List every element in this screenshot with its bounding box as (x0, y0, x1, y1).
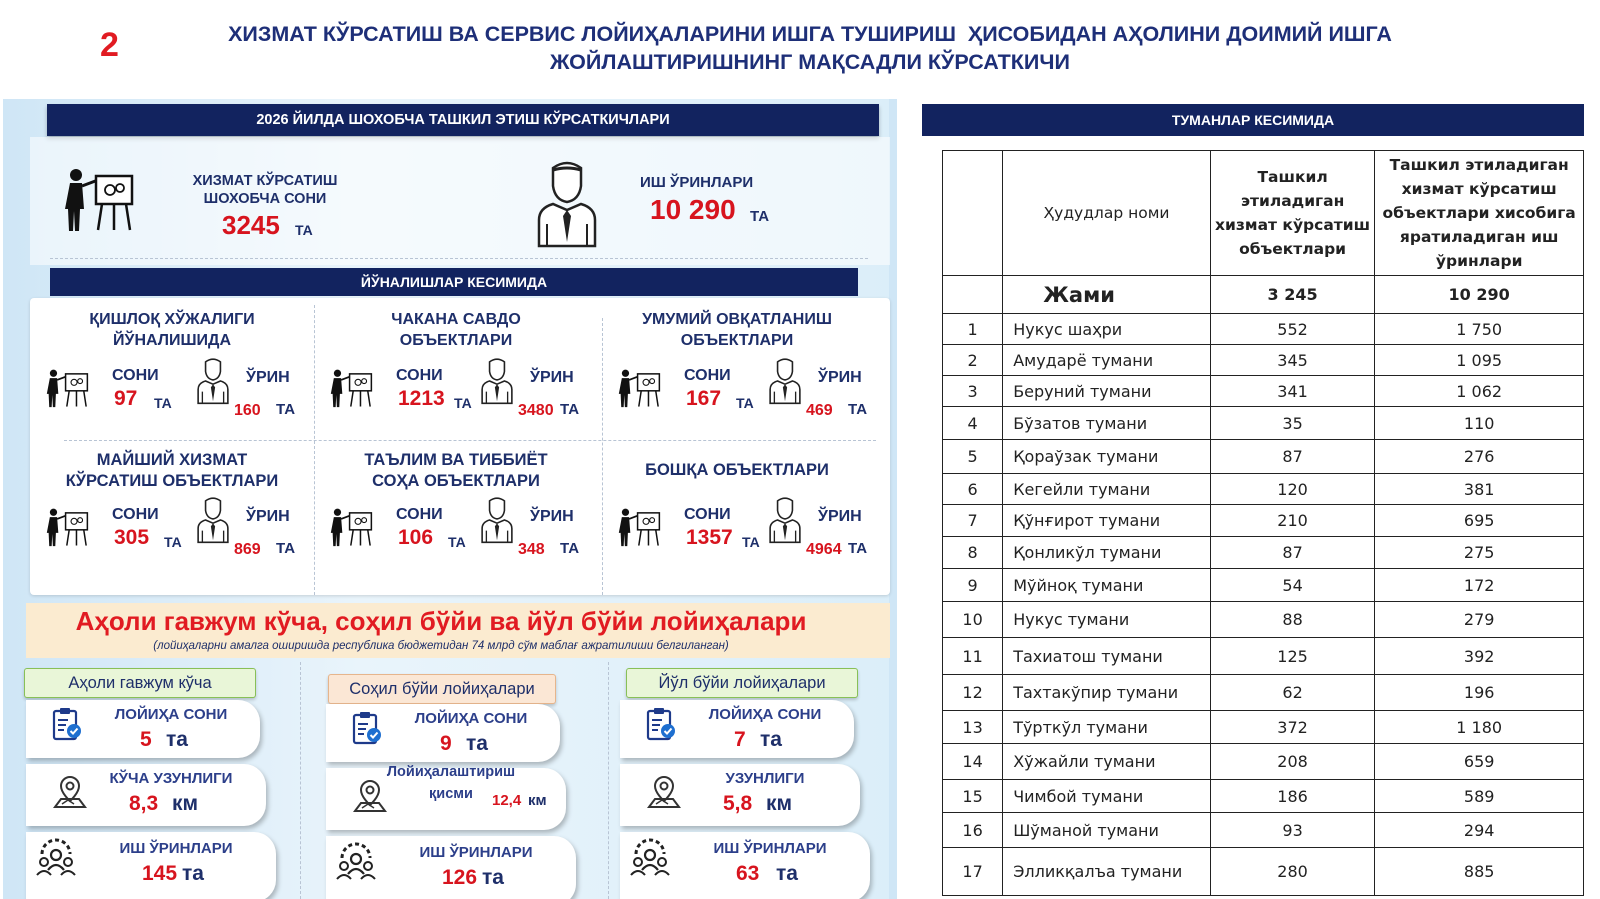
project-count-label: ЛОЙИҲА СОНИ (114, 706, 228, 723)
proj-vline-2 (608, 662, 609, 899)
direction-title-line-2: СОҲА ОБЪЕКТЛАРИ (372, 472, 540, 490)
clipboard-check-icon (50, 706, 84, 747)
row-number: 17 (943, 848, 1003, 896)
businessman-icon (480, 496, 514, 549)
direction-jobs-unit: ТА (560, 540, 580, 557)
direction-count-value: 1357 (686, 526, 733, 549)
row-number: 8 (943, 537, 1003, 569)
header-name: Ҳудудлар номи (1003, 151, 1211, 276)
project-count-unit: та (466, 732, 488, 755)
project-jobs-value: 63 (736, 862, 760, 885)
row-jobs: 589 (1375, 780, 1584, 813)
row-objects: 54 (1210, 569, 1375, 602)
project-length-value: 12,4 (492, 792, 522, 809)
project-count-unit: та (166, 728, 188, 751)
row-district-name: Қўнғирот тумани (1003, 505, 1211, 537)
row-objects: 87 (1210, 537, 1375, 569)
row-objects: 35 (1210, 407, 1375, 440)
project-jobs-label: ИШ ЎРИНЛАРИ (419, 844, 533, 861)
direction-jobs-label: ЎРИН (818, 369, 862, 386)
row-jobs: 279 (1375, 602, 1584, 638)
businessman-icon (535, 160, 599, 248)
row-jobs: 1 180 (1375, 711, 1584, 744)
table-row (943, 505, 1584, 537)
row-number: 16 (943, 813, 1003, 848)
businessman-icon (480, 357, 514, 410)
row-objects: 210 (1210, 505, 1375, 537)
row-jobs: 1 062 (1375, 376, 1584, 407)
direction-count-value: 97 (114, 387, 138, 410)
presenter-icon (45, 506, 91, 555)
project-length-value: 8,3 (129, 792, 159, 815)
row-objects: 186 (1210, 780, 1375, 813)
row-number: 2 (943, 345, 1003, 376)
direction-title-line-2: КЎРСАТИШ ОБЪЕКТЛАРИ (65, 472, 279, 490)
row-jobs: 276 (1375, 440, 1584, 474)
direction-jobs-value: 4964 (806, 541, 842, 558)
outlets-value: 3245 (222, 210, 280, 240)
jobs-unit: ТА (750, 208, 770, 225)
row-objects: 125 (1210, 638, 1375, 675)
row-number: 15 (943, 780, 1003, 813)
row-district-name: Кегейли тумани (1003, 474, 1211, 505)
total-num-cell (943, 276, 1003, 314)
project-length-unit: км (766, 792, 793, 815)
direction-jobs-unit: ТА (276, 401, 296, 418)
table-row (943, 314, 1584, 345)
direction-count-value: 305 (114, 526, 150, 549)
header-num (943, 151, 1003, 276)
direction-title-line-2: ОБЪЕКТЛАРИ (680, 332, 794, 349)
direction-title (314, 450, 598, 492)
row-district-name: Беруний тумани (1003, 376, 1211, 407)
row-number: 4 (943, 407, 1003, 440)
row-objects: 87 (1210, 440, 1375, 474)
direction-title-line-1: ТАЪЛИМ ВА ТИББИЁТ (364, 451, 548, 469)
total-objects: 3 245 (1210, 276, 1375, 314)
outlets-label-line-1: ХИЗМАТ КЎРСАТИШ (192, 173, 338, 189)
direction-title-line-1: ЧАКАНА САВДО (391, 311, 521, 328)
direction-count-value: 106 (398, 526, 434, 549)
row-district-name: Қонликўл тумани (1003, 537, 1211, 569)
project-jobs-value: 145 (142, 862, 178, 885)
row-jobs: 659 (1375, 744, 1584, 780)
row-jobs: 695 (1375, 505, 1584, 537)
table-row (943, 848, 1584, 896)
table-row (943, 569, 1584, 602)
slide-title (140, 20, 1480, 76)
row-jobs: 885 (1375, 848, 1584, 896)
row-district-name: Тахтакўпир тумани (1003, 675, 1211, 711)
table-row (943, 675, 1584, 711)
row-district-name: Амударё тумани (1003, 345, 1211, 376)
project-count-value: 7 (734, 728, 746, 751)
project-count-value: 9 (440, 732, 452, 755)
row-objects: 341 (1210, 376, 1375, 407)
header-objects: Ташкил этиладиган хизмат кўрсатиш объектлари (1210, 151, 1375, 276)
project-length-unit: км (528, 792, 547, 809)
direction-jobs-value: 348 (518, 541, 545, 558)
direction-jobs-label: ЎРИН (818, 508, 862, 525)
direction-count-label: СОНИ (112, 367, 159, 384)
row-jobs: 172 (1375, 569, 1584, 602)
direction-count-value: 167 (686, 387, 722, 410)
row-district-name: Нукус шаҳри (1003, 314, 1211, 345)
row-objects: 372 (1210, 711, 1375, 744)
direction-title (602, 309, 872, 351)
businessman-icon (196, 357, 230, 410)
direction-jobs-unit: ТА (848, 540, 868, 557)
businessman-icon (768, 357, 802, 410)
row-district-name: Хўжайли тумани (1003, 744, 1211, 780)
project-count-unit: та (760, 728, 782, 751)
project-column-header: Йўл бўйи лойиҳалари (626, 668, 858, 698)
row-jobs: 294 (1375, 813, 1584, 848)
direction-jobs-value: 469 (806, 402, 833, 419)
direction-jobs-value: 3480 (518, 402, 554, 419)
row-objects: 93 (1210, 813, 1375, 848)
presenter-icon (329, 367, 375, 416)
table-row (943, 407, 1584, 440)
row-district-name: Мўйноқ тумани (1003, 569, 1211, 602)
presenter-icon (62, 168, 138, 234)
table-row (943, 376, 1584, 407)
direction-count-label: СОНИ (112, 506, 159, 523)
direction-count-label: СОНИ (684, 367, 731, 384)
row-objects: 120 (1210, 474, 1375, 505)
direction-count-unit: ТА (454, 395, 472, 411)
direction-title (602, 460, 872, 481)
row-number: 1 (943, 314, 1003, 345)
row-number: 10 (943, 602, 1003, 638)
direction-jobs-label: ЎРИН (246, 508, 290, 525)
row-district-name: Нукус тумани (1003, 602, 1211, 638)
clipboard-check-icon (350, 710, 384, 751)
right-band-title: ТУМАНЛАР КЕСИМИДА (922, 104, 1584, 136)
row-number: 11 (943, 638, 1003, 675)
project-column-header: Соҳил бўйи лойиҳалари (328, 674, 556, 704)
direction-count-unit: ТА (742, 534, 760, 550)
jobs-label: ИШ ЎРИНЛАРИ (640, 174, 754, 191)
project-column-header: Аҳоли гавжум кўча (24, 668, 256, 698)
direction-jobs-label: ЎРИН (530, 369, 574, 386)
row-number: 5 (943, 440, 1003, 474)
total-label: Жами (1003, 276, 1211, 314)
row-district-name: Бўзатов тумани (1003, 407, 1211, 440)
row-jobs: 110 (1375, 407, 1584, 440)
row-jobs: 392 (1375, 638, 1584, 675)
row-number: 7 (943, 505, 1003, 537)
row-jobs: 275 (1375, 537, 1584, 569)
businessman-icon (196, 496, 230, 549)
summary-divider (50, 258, 868, 259)
project-length-unit: км (172, 792, 199, 815)
table-row (943, 345, 1584, 376)
project-length-label-2: қисми (429, 786, 473, 802)
row-jobs: 196 (1375, 675, 1584, 711)
row-jobs: 381 (1375, 474, 1584, 505)
direction-jobs-unit: ТА (276, 540, 296, 557)
table-row (943, 440, 1584, 474)
projects-banner-title: Аҳоли гавжум кўча, соҳил бўйи ва йўл бўйи лойиҳалари (75, 606, 807, 636)
project-length-value: 5,8 (723, 792, 753, 815)
row-number: 9 (943, 569, 1003, 602)
table-header-row (943, 151, 1584, 276)
team-icon (628, 838, 672, 883)
direction-title-line-2: ОБЪЕКТЛАРИ (399, 332, 513, 349)
grid-hline (64, 440, 876, 441)
project-length-label: Лойиҳалаштириш (386, 764, 516, 780)
slide-title-line-1: ХИЗМАТ КЎРСАТИШ ВА СЕРВИС ЛОЙИҲАЛАРИНИ ИШГА ТУШИРИШ ҲИСОБИДАН АҲОЛИНИ ДОИМИЙ ИШГА (228, 22, 1392, 46)
row-number: 13 (943, 711, 1003, 744)
table-row (943, 711, 1584, 744)
project-count-value: 5 (140, 728, 152, 751)
row-number: 12 (943, 675, 1003, 711)
project-jobs-unit: та (776, 862, 798, 885)
direction-count-unit: ТА (448, 534, 466, 550)
row-district-name: Шўманой тумани (1003, 813, 1211, 848)
map-pin-icon (52, 774, 88, 815)
row-jobs: 1 750 (1375, 314, 1584, 345)
table-row (943, 474, 1584, 505)
direction-count-label: СОНИ (396, 367, 443, 384)
direction-title-line-1: ҚИШЛОҚ ХЎЖАЛИГИ (89, 311, 255, 328)
project-jobs-value: 126 (442, 866, 478, 889)
project-length-label: УЗУНЛИГИ (725, 770, 805, 787)
direction-title-line-1: МАЙШИЙ ХИЗМАТ (96, 451, 248, 469)
direction-count-unit: ТА (154, 395, 172, 411)
presenter-icon (329, 506, 375, 555)
table-row (943, 813, 1584, 848)
row-number: 14 (943, 744, 1003, 780)
project-jobs-unit: та (182, 862, 204, 885)
projects-banner-subtitle: (лойиҳаларни амалга оширишда республика бюджетидан 74 млрд сўм маблағ ажратилиши белгиланган) (153, 640, 729, 652)
businessman-icon (768, 496, 802, 549)
outlets-label-line-2: ШОХОБЧА СОНИ (203, 191, 327, 207)
row-objects: 208 (1210, 744, 1375, 780)
row-number: 3 (943, 376, 1003, 407)
clipboard-check-icon (644, 706, 678, 747)
outlets-unit: ТА (295, 222, 313, 238)
row-objects: 88 (1210, 602, 1375, 638)
row-objects: 280 (1210, 848, 1375, 896)
direction-jobs-value: 160 (234, 402, 261, 419)
jobs-value: 10 290 (650, 194, 736, 225)
row-objects: 62 (1210, 675, 1375, 711)
presenter-icon (45, 367, 91, 416)
table-row (943, 780, 1584, 813)
direction-jobs-value: 869 (234, 541, 261, 558)
slide-number: 2 (100, 26, 119, 64)
row-objects: 345 (1210, 345, 1375, 376)
header-jobs: Ташкил этиладиган хизмат кўрсатиш объектлари хисобига яратиладиган иш ўринлари (1375, 151, 1584, 276)
left-band-title: 2026 ЙИЛДА ШОХОБЧА ТАШКИЛ ЭТИШ КЎРСАТКИЧЛАРИ (47, 104, 879, 136)
map-pin-icon (646, 774, 682, 815)
project-count-label: ЛОЙИҲА СОНИ (414, 710, 528, 727)
team-icon (34, 838, 78, 883)
row-objects: 552 (1210, 314, 1375, 345)
direction-jobs-unit: ТА (560, 401, 580, 418)
direction-count-label: СОНИ (684, 506, 731, 523)
total-jobs: 10 290 (1375, 276, 1584, 314)
row-district-name: Элликқалъа тумани (1003, 848, 1211, 896)
direction-count-unit: ТА (736, 395, 754, 411)
project-count-label: ЛОЙИҲА СОНИ (708, 706, 822, 723)
row-district-name: Қораўзак тумани (1003, 440, 1211, 474)
presenter-icon (617, 506, 663, 555)
directions-band: ЙЎНАЛИШЛАР КЕСИМИДА (50, 268, 858, 296)
slide-title-line-2: ЖОЙЛАШТИРИШНИНГ МАҚСАДЛИ КЎРСАТКИЧИ (550, 50, 1070, 74)
direction-title (314, 309, 598, 351)
table-row (943, 537, 1584, 569)
direction-count-value: 1213 (398, 387, 445, 410)
grid-vline-2 (602, 318, 603, 595)
project-jobs-label: ИШ ЎРИНЛАРИ (119, 840, 233, 857)
direction-jobs-unit: ТА (848, 401, 868, 418)
summary-card (30, 137, 890, 265)
direction-count-label: СОНИ (396, 506, 443, 523)
row-district-name: Чимбой тумани (1003, 780, 1211, 813)
districts-table (942, 150, 1584, 896)
row-number: 6 (943, 474, 1003, 505)
table-total-row (943, 276, 1584, 314)
direction-title-line-1: БОШҚА ОБЪЕКТЛАРИ (645, 461, 829, 479)
direction-title-line-2: ЙЎНАЛИШИДА (112, 332, 231, 349)
direction-count-unit: ТА (164, 534, 182, 550)
table-row (943, 602, 1584, 638)
row-district-name: Тўрткўл тумани (1003, 711, 1211, 744)
proj-vline-1 (300, 662, 301, 899)
direction-jobs-label: ЎРИН (246, 369, 290, 386)
direction-title-line-1: УМУМИЙ ОВҚАТЛАНИШ (642, 311, 832, 328)
row-district-name: Тахиатош тумани (1003, 638, 1211, 675)
presenter-icon (617, 367, 663, 416)
project-length-label: КЎЧА УЗУНЛИГИ (109, 770, 233, 787)
project-jobs-label: ИШ ЎРИНЛАРИ (713, 840, 827, 857)
direction-title (30, 309, 314, 351)
table-row (943, 638, 1584, 675)
row-jobs: 1 095 (1375, 345, 1584, 376)
project-jobs-unit: та (482, 866, 504, 889)
direction-title (30, 450, 314, 492)
team-icon (334, 842, 378, 887)
table-row (943, 744, 1584, 780)
direction-jobs-label: ЎРИН (530, 508, 574, 525)
outlets-label (180, 172, 350, 208)
